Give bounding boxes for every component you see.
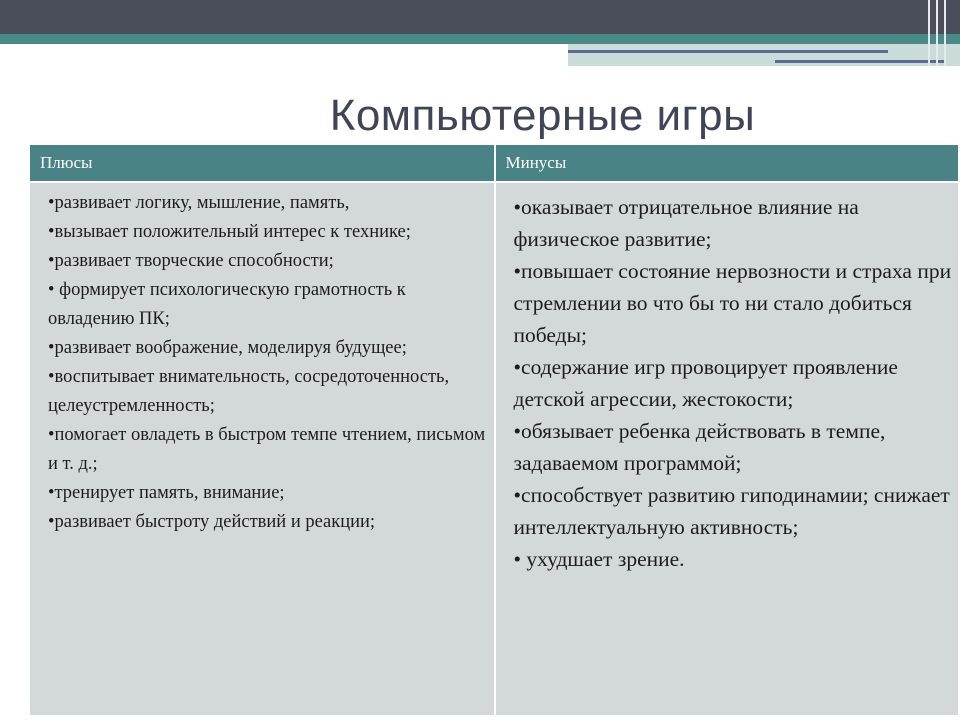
- pros-item: • формирует психологическую грамотность к овладению ПК;: [48, 280, 406, 329]
- teal-decor-bar: [0, 34, 960, 44]
- slide-title: Компьютерные игры: [329, 91, 756, 140]
- header-pros: Плюсы: [30, 145, 495, 182]
- pros-cell: [30, 182, 495, 715]
- cons-item: •способствует развитию гиподинамии; снижает интеллектуальную активность;: [513, 483, 950, 539]
- cons-item: •обязывает ребенка действовать в темпе, задаваемом программой;: [513, 419, 886, 475]
- pros-item: •тренирует память, внимание;: [48, 483, 285, 503]
- pros-item: •развивает творческие способности;: [48, 251, 334, 271]
- cons-item: •повышает состояние нервозности и страха при стремлении во что бы то ни стало добиться победы;: [513, 259, 952, 347]
- cons-item: •содержание игр провоцирует проявление детской агрессии, жестокости;: [513, 355, 898, 411]
- top-decor-bar: [0, 0, 960, 34]
- decor-line-upper: [568, 50, 888, 53]
- header-cons: Минусы: [495, 145, 960, 182]
- cons-item: • ухудшает зрение.: [513, 547, 685, 571]
- pros-cons-table: [30, 145, 960, 715]
- pros-item: •вызывает положительный интерес к технике;: [48, 222, 411, 242]
- pros-item: •помогает овладеть в быстром темпе чтением, письмом и т. д.;: [48, 425, 486, 474]
- cons-item: •оказывает отрицательное влияние на физическое развитие;: [513, 195, 859, 251]
- pros-item: •развивает воображение, моделируя будущее;: [48, 338, 407, 358]
- pros-item: •развивает логику, мышление, память,: [48, 193, 350, 213]
- cons-cell: [495, 182, 960, 715]
- decor-vertical-lines: [924, 0, 954, 66]
- pros-item: •воспитывает внимательность, сосредоточенность, целеустремленность;: [48, 367, 450, 416]
- pros-item: •развивает быстроту действий и реакции;: [48, 512, 376, 532]
- decor-line-lower: [775, 60, 945, 63]
